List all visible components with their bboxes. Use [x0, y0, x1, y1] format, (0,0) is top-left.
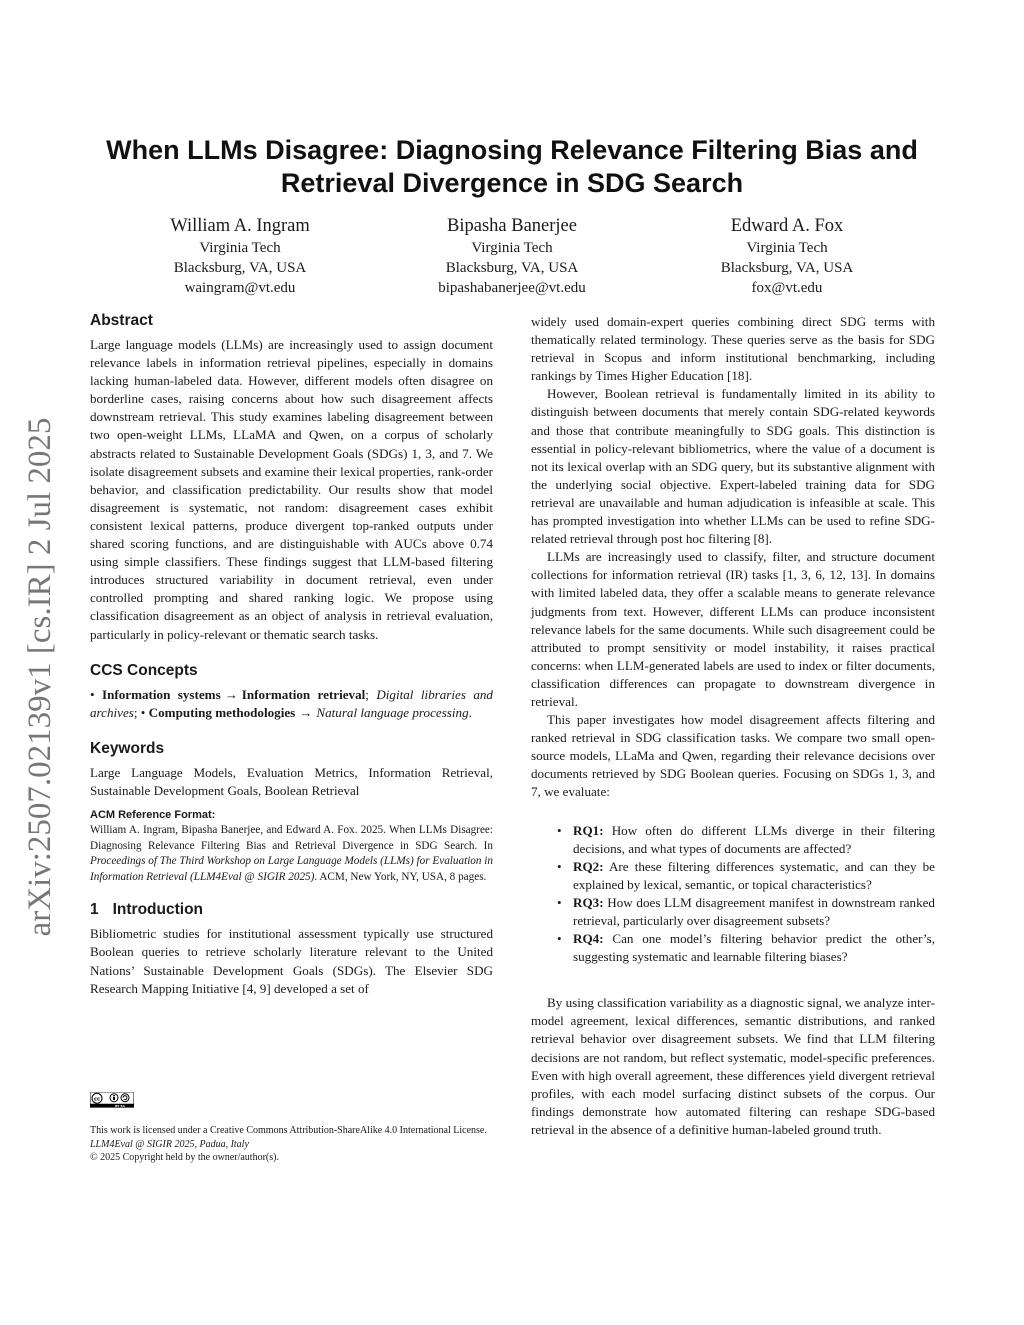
acm-ref-heading: ACM Reference Format: — [90, 808, 216, 821]
left-column — [90, 310, 493, 998]
author-block — [90, 214, 934, 304]
acm-ref-venue: Proceedings of The Third Workshop on Large Language Models (LLMs) for Evaluation in Information Retrieval (LLM4Eval @ SIGIR 2025) — [90, 855, 493, 883]
acm-ref-text: William A. Ingram, Bipasha Banerjee, and Edward A. Fox. 2025. When LLMs Disagree: Diagnosing Relevance Filtering Bias and Retrieval Divergence in SDG Search. In Proceedings of The Third Workshop on Large Language Models (LLMs) for Evaluation in Information Retrieval (LLM4Eval @ SIGIR 2025). ACM, New York, NY, USA, 8 pages. — [90, 823, 493, 883]
research-question: • RQ4: Can one model’s filtering behavior predict the other’s, suggesting systematic and learnable filtering biases? — [573, 930, 935, 966]
title-line-2: Retrieval Divergence in SDG Search — [280, 168, 744, 198]
author-affiliation: Virginia Tech — [471, 240, 553, 256]
ccs-concepts: • Information systems → Information retrieval; Digital libraries and archives; • Computing methodologies → Natural language processing. — [90, 686, 493, 720]
badge-label: BY SA — [115, 1104, 125, 1108]
research-questions-list — [531, 822, 935, 967]
body-paragraph: However, Boolean retrieval is fundamentally limited in its ability to distinguish between documents that merely contain SDG-related keywords and those that contribute meaningfully to SDG goals. This distinction is essential in policy-relevant bibliometrics, where the value of a document is not its lexical overlap with an SDG query, but its substantive alignment with the underlying social objective. Expert-labeled training data for SDG retrieval are unavailable and human adjudication is infeasible at scale. This has prompted investigation into whether LLMs can be used to refine SDG-related retrieval through post hoc filtering [8]. — [531, 386, 935, 547]
license-copyright: © 2025 Copyright held by the owner/author(s). — [90, 1152, 279, 1164]
ccs-bullet: • — [140, 704, 146, 720]
research-question: • RQ3: How does LLM disagreement manifest in downstream ranked retrieval, particularly over disagreement subsets? — [573, 894, 935, 930]
author-email: fox@vt.edu — [751, 280, 823, 296]
author — [90, 214, 390, 298]
ccs-term: Digital libraries and archives — [90, 686, 493, 720]
author — [637, 214, 937, 298]
intro-heading: 1 Introduction — [90, 901, 204, 919]
author — [362, 214, 662, 298]
research-question: • RQ2: Are these filtering differences systematic, and can they be explained by lexical, semantic, or topical characteristics? — [573, 858, 935, 894]
author-location: Blacksburg, VA, USA — [720, 260, 854, 276]
ccs-heading: CCS Concepts — [90, 661, 198, 679]
abstract-text: Large language models (LLMs) are increasingly used to assign document relevance labels in information retrieval pipelines, especially in domains lacking human-labeled data. However, different models often disagree on borderline cases, raising concerns about how such disagreement affects downstream retrieval. This study examines labeling disagreement between two open-weight LLMs, LLaMA and Qwen, on a corpus of scholarly abstracts related to Sustainable Development Goals (SDGs) 1, 3, and 7. We isolate disagreement subsets and examine their lexical properties, rank-order behavior, and classification predictability. Our results show that model disagreement is systematic, not random: disagreement cases exhibit consistent lexical patterns, produce divergent top-ranked outputs under shared scoring functions, and are distinguishable with AUCs above 0.74 using simple classifiers. These findings suggest that LLM-based filtering introduces structured variability in document retrieval, even under controlled prompting and shared ranking logic. We propose using classification disagreement as an object of analysis in retrieval evaluation, particularly in policy-relevant or thematic search tasks. — [90, 337, 493, 642]
body-paragraph: By using classification variability as a diagnostic signal, we analyze inter-model agreement, lexical differences, semantic distributions, and ranked retrieval behavior over disagreement subsets. We find that LLM filtering decisions are not random, but reflect systematic, model-specific preferences. Even with high overall agreement, these differences yield divergent retrieval profiles, with each model surfacing distinct subsets of the corpus. Our findings demonstrate how automated filtering can reshape SDG-based retrieval in the absence of a definitive human-labeled ground truth. — [531, 995, 935, 1137]
intro-paragraph: Bibliometric studies for institutional assessment typically use structured Boolean queries to retrieve scholarly literature relevant to the United Nations’ Sustainable Development Goals (SDGs). The Elsevier SDG Research Mapping Initiative [4, 9] developed a set of — [90, 926, 493, 996]
author-location: Blacksburg, VA, USA — [445, 260, 579, 276]
author-affiliation: Virginia Tech — [746, 240, 828, 256]
author-name: William A. Ingram — [170, 216, 310, 236]
ccs-bullet: • — [90, 686, 95, 702]
arxiv-identifier: arXiv:2507.02139v1 [cs.IR] 2 Jul 2025 — [22, 417, 58, 937]
keywords-text: Large Language Models, Evaluation Metrics, Information Retrieval, Sustainable Development Goals, Boolean Retrieval — [90, 764, 493, 798]
research-question: • RQ1: How often do different LLMs diverge in their filtering decisions, and what types of documents are affected? — [573, 822, 935, 858]
ccs-term: Natural language processing — [316, 704, 469, 720]
ccs-arrow: → — [299, 704, 313, 720]
body-paragraph: LLMs are increasingly used to classify, filter, and structure document collections for information retrieval (IR) tasks [1, 3, 6, 12, 13]. In domains with limited labeled data, they offer a scalable means to generate relevance judgments from text. However, different LLMs can produce inconsistent relevance labels for the same documents. While such disagreement could be attributed to prompt sensitivity or model instability, it raises practical concerns: when LLM-generated labels are used to index or filter documents, classification differences can propagate to downstream divergence in retrieval. — [531, 549, 935, 709]
right-column — [531, 313, 935, 1139]
author-email: waingram@vt.edu — [184, 280, 296, 296]
license-text — [90, 1124, 494, 1165]
keywords-heading: Keywords — [90, 739, 165, 757]
abstract-heading: Abstract — [90, 312, 153, 329]
license-venue: LLM4Eval @ SIGIR 2025, Padua, Italy — [90, 1138, 249, 1150]
body-paragraph: widely used domain-expert queries combining direct SDG terms with thematically related terminology. These queries serve as the basis for SDG retrieval in Scopus and inform institutional benchmarking, including rankings by Times Higher Education [18]. — [531, 314, 935, 384]
svg-text:cc: cc — [94, 1096, 100, 1103]
ccs-term: Information systems — [102, 686, 221, 702]
ccs-term: Information retrieval — [241, 686, 366, 702]
title-line-1: When LLMs Disagree: Diagnosing Relevance Filtering Bias and — [106, 135, 918, 165]
paper-title — [90, 134, 934, 200]
body-paragraph: This paper investigates how model disagreement affects filtering and ranked retrieval in SDG classification tasks. We compare two small open-source models, LLaMa and Qwen, regarding their relevance decisions over documents retrieved by SDG Boolean queries. Focusing on SDGs 1, 3, and 7, we evaluate: — [531, 712, 935, 800]
author-email: bipashabanerjee@vt.edu — [438, 280, 586, 296]
author-name: Bipasha Banerjee — [447, 216, 577, 236]
author-location: Blacksburg, VA, USA — [173, 260, 307, 276]
cc-by-sa-badge-icon — [90, 1089, 134, 1111]
author-affiliation: Virginia Tech — [199, 240, 281, 256]
license-statement: This work is licensed under a Creative Commons Attribution-ShareAlike 4.0 International License. — [90, 1125, 487, 1136]
ccs-arrow: → — [224, 686, 238, 702]
license-block — [90, 1089, 494, 1165]
section-number: 1 — [90, 901, 99, 919]
ccs-term: Computing methodologies — [148, 704, 296, 720]
author-name: Edward A. Fox — [730, 216, 844, 236]
